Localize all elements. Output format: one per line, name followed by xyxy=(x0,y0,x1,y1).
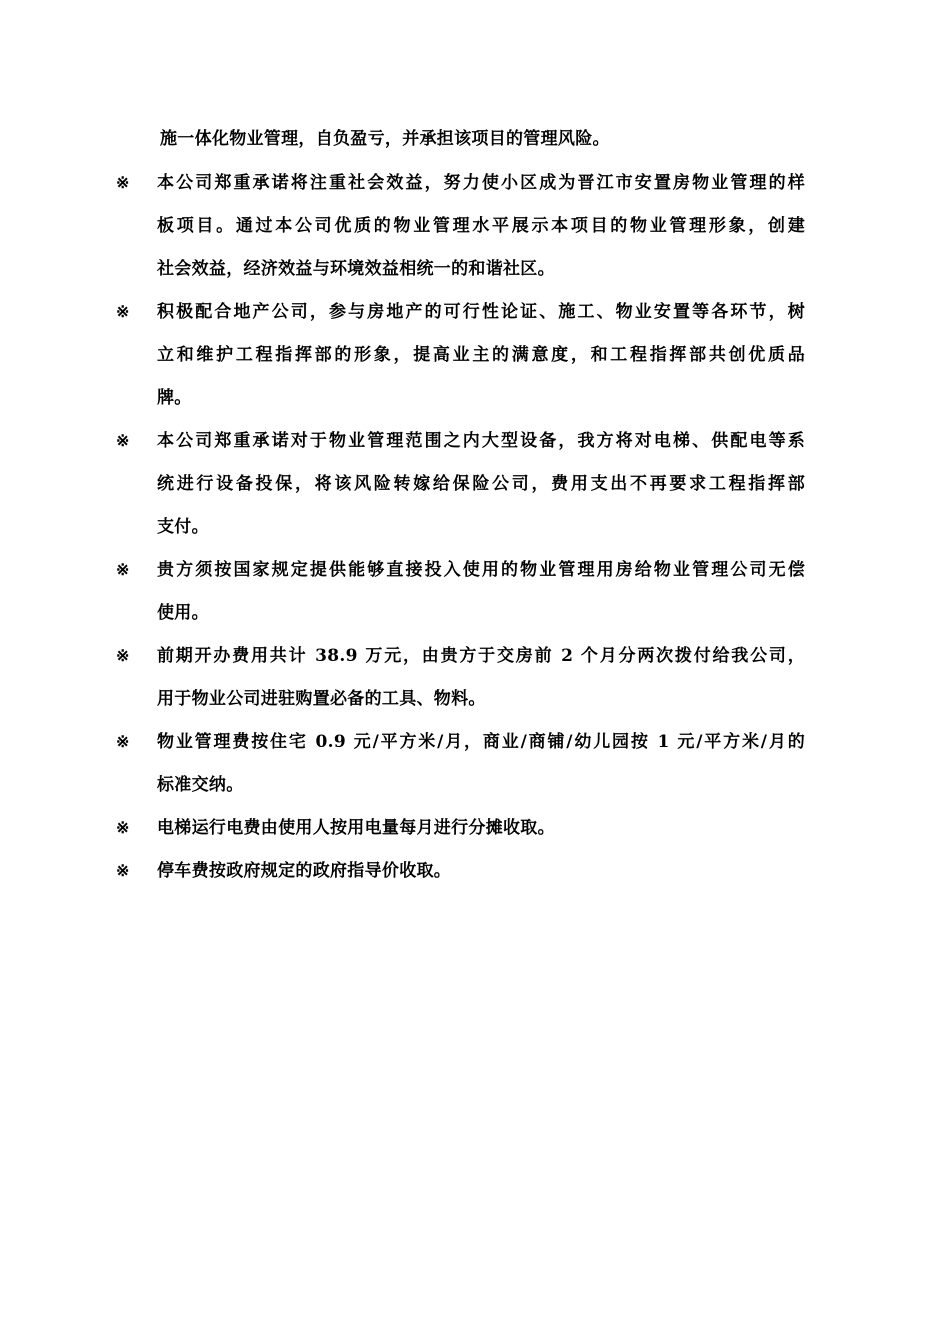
paragraph-line: 用于物业公司进驻购置必备的工具、物料。 xyxy=(157,689,486,709)
paragraph-line: 立和维护工程指挥部的形象，提高业主的满意度，和工程指挥部共创优质品 xyxy=(157,345,805,365)
reference-mark-bullet: ※ xyxy=(116,431,130,450)
paragraph-line: 积极配合地产公司，参与房地产的可行性论证、施工、物业安置等各环节，树 xyxy=(157,302,805,322)
paragraph-line: 本公司郑重承诺将注重社会效益，努力使小区成为晋江市安置房物业管理的样 xyxy=(157,173,805,193)
paragraph-line: 标准交纳。 xyxy=(157,775,244,795)
reference-mark-bullet: ※ xyxy=(116,173,130,192)
paragraph-line: 社会效益，经济效益与环境效益相统一的和谐社区。 xyxy=(157,259,555,279)
paragraph-line: 施一体化物业管理，自负盈亏，并承担该项目的管理风险。 xyxy=(160,129,610,149)
paragraph-line: 本公司郑重承诺对于物业管理范围之内大型设备，我方将对电梯、供配电等系 xyxy=(157,431,805,451)
paragraph-line: 使用。 xyxy=(157,603,209,623)
reference-mark-bullet: ※ xyxy=(116,732,130,751)
paragraph-line: 贵方须按国家规定提供能够直接投入使用的物业管理用房给物业管理公司无偿 xyxy=(157,560,805,580)
paragraph-line: 支付。 xyxy=(157,517,209,537)
paragraph-line: 统进行设备投保，将该风险转嫁给保险公司，费用支出不再要求工程指挥部 xyxy=(157,474,805,494)
paragraph-line: 前期开办费用共计 38.9 万元，由贵方于交房前 2 个月分两次拨付给我公司， xyxy=(157,646,805,666)
paragraph-line: 牌。 xyxy=(157,388,192,408)
paragraph-line: 物业管理费按住宅 0.9 元/平方米/月，商业/商铺/幼儿园按 1 元/平方米/月的 xyxy=(157,732,805,752)
paragraph-line: 板项目。通过本公司优质的物业管理水平展示本项目的物业管理形象，创建 xyxy=(157,216,805,236)
reference-mark-bullet: ※ xyxy=(116,818,130,837)
paragraph-line: 停车费按政府规定的政府指导价收取。 xyxy=(157,861,452,881)
reference-mark-bullet: ※ xyxy=(116,560,130,579)
reference-mark-bullet: ※ xyxy=(116,302,130,321)
reference-mark-bullet: ※ xyxy=(116,861,130,880)
paragraph-line: 电梯运行电费由使用人按用电量每月进行分摊收取。 xyxy=(157,818,555,838)
reference-mark-bullet: ※ xyxy=(116,646,130,665)
